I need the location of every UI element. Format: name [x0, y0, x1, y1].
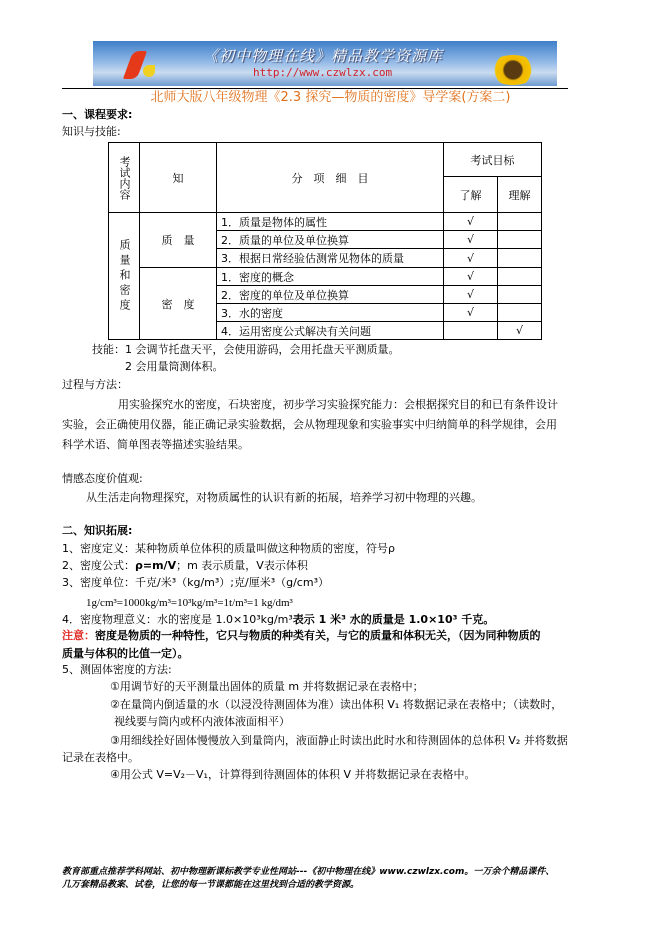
logo-mark-icon: [143, 65, 155, 77]
formula: ρ=m/V: [135, 559, 177, 572]
banner-title: 《初中物理在线》精品教学资源库: [203, 47, 444, 65]
check-mark: [498, 213, 542, 231]
method-step: ①用调节好的天平测量出固体的质量 m 并将数据记录在表格中；: [110, 680, 424, 693]
note-text: 密度是物质的一种特性，它只与物质的种类有关，与它的质量和体积无关，（因为同种物质的: [95, 629, 541, 642]
check-mark: [444, 322, 498, 340]
group-name: 密 度: [140, 268, 217, 340]
item-text: 4．运用密度公式解决有关问题: [217, 322, 444, 340]
method-step: ②在量筒内倒适量的水（以浸没待测固体为准）读出体积 V₁ 将数据记录在表格中；（读数时，: [110, 698, 563, 711]
density-definition: 1、密度定义：某种物质单位体积的质量叫做这种物质的密度，符号ρ: [62, 542, 395, 555]
section-heading-1: 一、课程要求:: [62, 108, 133, 121]
item-text: 1．质量是物体的属性: [217, 213, 444, 231]
emotion-label: 情感态度价值观:: [62, 472, 143, 485]
method-step: ③用细线拴好固体慢慢放入到量筒内，液面静止时读出此时水和待测固体的总体积 V₂ 并将数据: [110, 734, 568, 747]
method-step: ④用公式 V=V₂－V₁，计算得到待测固体的体积 V 并将数据记录在表格中。: [110, 768, 476, 781]
header-content: 考试内容: [109, 143, 140, 213]
page-footer: [62, 866, 554, 892]
divider: [62, 88, 568, 89]
check-mark: √: [444, 231, 498, 249]
density-units: 3、密度单位：千克/米³（kg/m³）;克/厘米³（g/cm³）: [62, 576, 329, 589]
note-text: 质量与体积的比值一定）。: [62, 647, 189, 660]
site-banner[interactable]: [93, 41, 557, 86]
method-step: 记录在表格中。: [62, 751, 139, 764]
section-heading-2: 二、知识拓展:: [62, 524, 133, 537]
process-text: 用实验探究水的密度，石块密度，初步学习实验探究能力：会根据探究目的和已有条件设计: [118, 398, 558, 411]
item-text: 3．根据日常经验估测常见物体的质量: [217, 249, 444, 268]
check-mark: √: [444, 213, 498, 231]
header-comprehend: 理解: [498, 177, 542, 213]
formula-desc: ；m 表示质量，V表示体积: [176, 559, 308, 572]
check-mark: [498, 268, 542, 286]
check-mark: [498, 231, 542, 249]
check-mark: [498, 286, 542, 304]
check-mark: √: [444, 268, 498, 286]
item-text: 1．密度的概念: [217, 268, 444, 286]
check-mark: √: [444, 304, 498, 322]
process-text: 实验，会正确使用仪器，能正确记录实验数据，会从物理现象和实验事实中归纳简单的科学规律，会用: [62, 418, 557, 431]
knowledge-label: 知识与技能:: [62, 125, 121, 138]
skills-line: 2 会用量筒测体积。: [125, 360, 224, 373]
item-text: 2．质量的单位及单位换算: [217, 231, 444, 249]
emotion-text: 从生活走向物理探究，对物质属性的认识有新的拓展，培养学习初中物理的兴趣。: [86, 491, 482, 504]
topic-cell: 质量和密度: [109, 213, 140, 340]
check-mark: [498, 304, 542, 322]
check-mark: √: [498, 322, 542, 340]
process-text: 科学术语、简单图表等描述实验结果。: [62, 438, 249, 451]
unit-conversion: 1g/cm³=1000kg/m³=10³kg/m³=1t/m³=1 kg/dm³: [86, 597, 293, 609]
check-mark: [498, 249, 542, 268]
header-goal: 考试目标: [444, 143, 542, 177]
footer-line: 几万套精品教案、试卷，让您的每一节课都能在这里找到合适的教学资源。: [62, 880, 360, 890]
skills-line: 技能：1 会调节托盘天平，会使用游码，会用托盘天平测质量。: [92, 343, 400, 356]
formula-label: 2、密度公式：: [62, 559, 135, 572]
exam-objectives-table: [108, 142, 542, 340]
density-meaning: [62, 613, 494, 627]
sunflower-icon: [488, 55, 538, 85]
footer-line: 教育部重点推荐学科网站、初中物理新课标教学专业性网站---《初中物理在线》www.czwlzx.com。一万余个精品课件、: [62, 867, 555, 877]
banner-url[interactable]: http://www.czwlzx.com: [253, 66, 393, 79]
check-mark: √: [444, 249, 498, 268]
header-know: 知: [140, 143, 217, 213]
meaning-bold: 表示 1 米³ 水的质量是 1.0×10³ 千克。: [292, 613, 495, 626]
solid-density-method: 5、测固体密度的方法:: [62, 663, 172, 676]
page-title: 北师大版八年级物理《2.3 探究—物质的密度》导学案(方案二): [150, 90, 511, 105]
method-step: 视线要与筒内或杯内液体液面相平）: [114, 715, 290, 728]
item-text: 3．水的密度: [217, 304, 444, 322]
item-text: 2．密度的单位及单位换算: [217, 286, 444, 304]
header-detail: 分 项 细 目: [217, 143, 444, 213]
header-understand: 了解: [444, 177, 498, 213]
note-label: 注意：: [62, 629, 95, 642]
process-label: 过程与方法：: [62, 378, 128, 391]
meaning-text: 4．密度物理意义：水的密度是 1.0×10³kg/m³: [62, 613, 293, 626]
check-mark: √: [444, 286, 498, 304]
group-name: 质 量: [140, 213, 217, 268]
density-formula: [62, 559, 308, 573]
